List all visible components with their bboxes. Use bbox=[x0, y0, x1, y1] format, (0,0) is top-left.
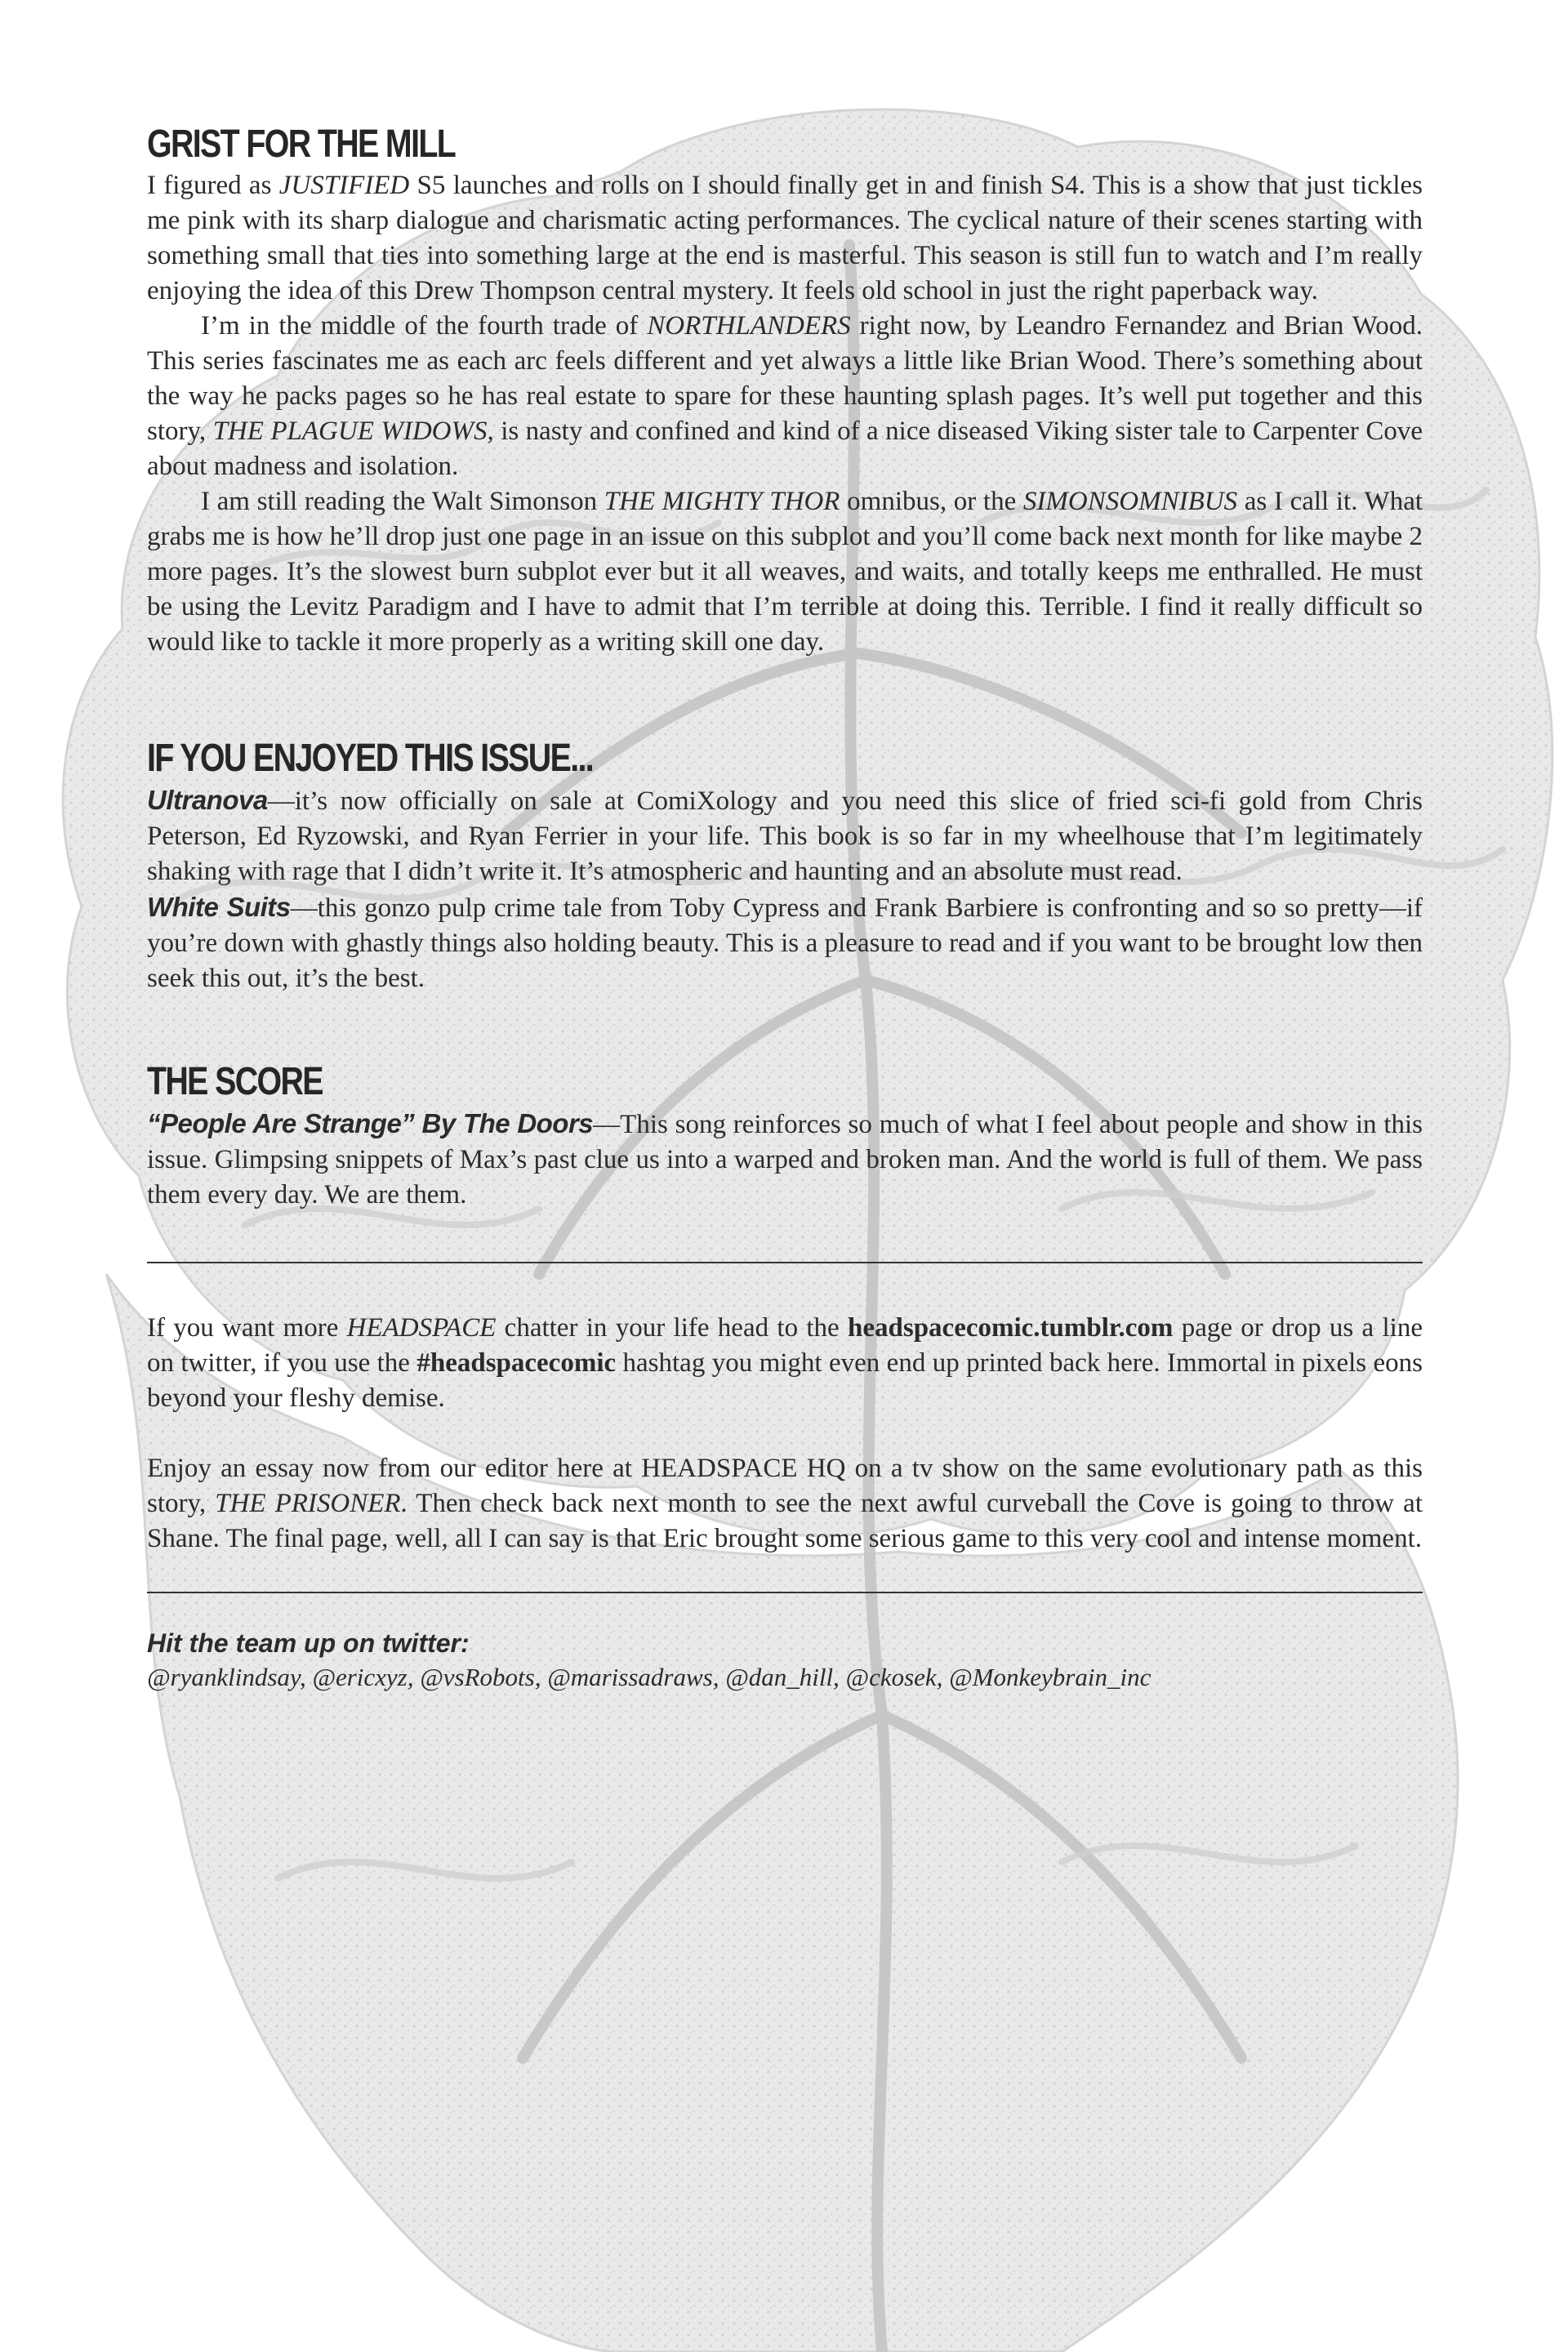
essay-paragraph: Enjoy an essay now from our editor here at HEADSPACE HQ on a tv show on the same evolutionary path as this story, THE PRISONER. Then check back next month to see the next awful curveball the Cove is going to throw at Shane. The final page, well, all I can say is that Eric brought some serious game to this very cool and intense moment. bbox=[147, 1454, 1423, 1553]
grist-paragraph-3: I am still reading the Walt Simonson THE MIGHTY THOR omnibus, or the SIMONSOMNIBUS as I call it. What grabs me is how he’ll drop just one page in an issue on this subplot and you’ll come back next month for like maybe 2 more pages. It’s the slowest burn subplot ever but it all weaves, and waits, and totally keeps me enthralled. He must be using the Levitz Paradigm and I have to admit that I’m terrible at doing this. Terrible. I find it really difficult so would like to tackle it more properly as a writing skill one day. bbox=[147, 487, 1423, 657]
recommendation-white-suits: White Suits—this gonzo pulp crime tale from Toby Cypress and Frank Barbiere is confronting and so so pretty—if you’re down with ghastly things also holding beauty. This is a pleasure to read and if you want to be brought low then seek this out, it’s the best. bbox=[147, 892, 1423, 993]
score-paragraph: “People Are Strange” By The Doors—This song reinforces so much of what I feel about people and show in this issue. Glimpsing snippets of Max’s past clue us into a warped and broken man. And the world is full of them. We pass them every day. We are them. bbox=[147, 1108, 1423, 1209]
grist-paragraph-2: I’m in the middle of the fourth trade of NORTHLANDERS right now, by Leandro Fernandez and Brian Wood. This series fascinates me as each arc feels different and yet always a little like Brian Wood. There’s something about the way he packs pages so he has real estate to spare for these haunting splash pages. It’s well put together and this story, THE PLAGUE WIDOWS, is nasty and confined and kind of a nice diseased Viking sister tale to Carpenter Cove about madness and isolation. bbox=[147, 311, 1423, 481]
hashtag-link[interactable]: #headspacecomic bbox=[416, 1348, 617, 1378]
grist-paragraph-1: I figured as JUSTIFIED S5 launches and rolls on I should finally get in and finish S4. This is a show that just tickles me pink with its sharp dialogue and charismatic acting performances. The cyclical nature of their scenes starting with something small that ties into something large at the end is masterful. This season is still fun to watch and I’m really enjoying the idea of this Drew Thompson central mystery. It feels old school in just the right paperback way. bbox=[147, 171, 1423, 305]
recommendation-ultranova: Ultranova—it’s now officially on sale at ComiXology and you need this slice of fried sci-fi gold from Chris Peterson, Ed Ryzowski, and Ryan Ferrier in your life. This book is so far in my wheelhouse that I’m legitimately shaking with rage that I didn’t write it. It’s atmospheric and haunting and an absolute must read. bbox=[147, 785, 1423, 886]
tumblr-link[interactable]: headspacecomic.tumblr.com bbox=[848, 1313, 1174, 1343]
twitter-label: Hit the team up on twitter: bbox=[147, 1628, 470, 1658]
chatter-paragraph: If you want more HEADSPACE chatter in your life head to the headspacecomic.tumblr.com page or drop us a line on twitter, if you use the #headspacecomic hashtag you might even end up printed back here. Immortal in pixels eons beyond your fleshy demise. bbox=[147, 1313, 1423, 1413]
section-heading-enjoyed: IF YOU ENJOYED THIS ISSUE... bbox=[147, 737, 594, 780]
section-heading-score: THE SCORE bbox=[147, 1060, 323, 1103]
twitter-handles[interactable]: @ryanklindsay, @ericxyz, @vsRobots, @marissadraws, @dan_hill, @ckosek, @Monkeybrain_inc bbox=[147, 1663, 1152, 1691]
page-content bbox=[147, 121, 1423, 1695]
section-heading-grist: GRIST FOR THE MILL bbox=[147, 122, 456, 166]
